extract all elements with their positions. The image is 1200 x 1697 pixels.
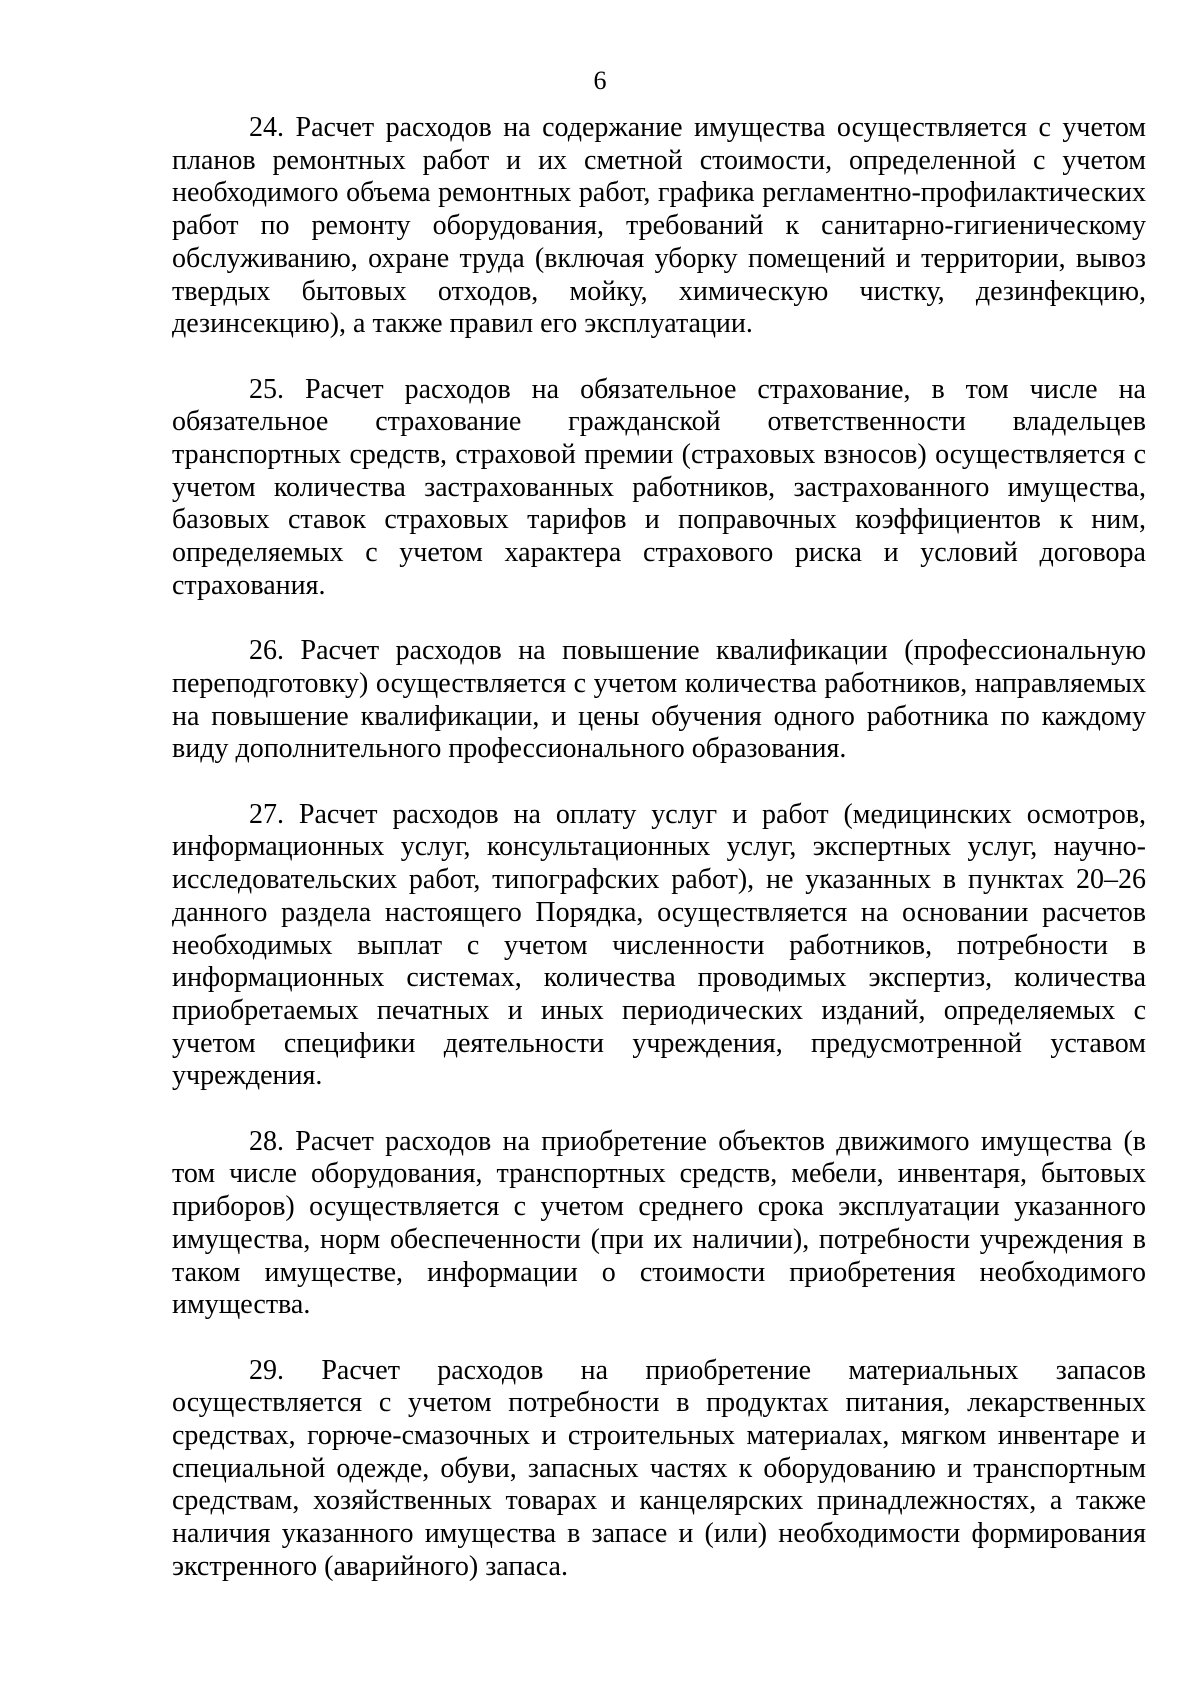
paragraph-25: 25. Расчет расходов на обязательное страхование, в том числе на обязательное страхование гражданской ответственности владельцев транспортных средств, страховой премии (страховых взносов) осуществляется с учетом количества застрахованных работников, застрахованного имущества, базовых ставок страховых тарифов и поправочных коэффициентов к ним, определяемых с учетом характера страхового риска и условий договора страхования. [172, 373, 1146, 601]
paragraph-29: 29. Расчет расходов на приобретение материальных запасов осуществляется с учетом потребности в продуктах питания, лекарственных средствах, горюче-смазочных и строительных материалах, мягком инвентаре и специальной одежде, обуви, запасных частях к оборудованию и транспортным средствам, хозяйственных товарах и канцелярских принадлежностях, а также наличия указанного имущества в запасе и (или) необходимости формирования экстренного (аварийного) запаса. [172, 1354, 1146, 1582]
document-body [172, 112, 1146, 1584]
paragraph-27: 27. Расчет расходов на оплату услуг и работ (медицинских осмотров, информационных услуг, консультационных услуг, экспертных услуг, научно-исследовательских работ, типографских работ), не указанных в пунктах 20–26 данного раздела настоящего Порядка, осуществляется на основании расчетов необходимых выплат с учетом численности работников, потребности в информационных системах, количества проводимых экспертиз, количества приобретаемых печатных и иных периодических изданий, определяемых с учетом специфики деятельности учреждения, предусмотренной уставом учреждения. [172, 798, 1146, 1092]
paragraph-26: 26. Расчет расходов на повышение квалификации (профессиональную переподготовку) осуществляется с учетом количества работников, направляемых на повышение квалификации, и цены обучения одного работника по каждому виду дополнительного профессионального образования. [172, 635, 1146, 765]
paragraph-24: 24. Расчет расходов на содержание имущества осуществляется с учетом планов ремонтных работ и их сметной стоимости, определенной с учетом необходимого объема ремонтных работ, графика регламентно-профилактических работ по ремонту оборудования, требований к санитарно-гигиеническому обслуживанию, охране труда (включая уборку помещений и территории, вывоз твердых бытовых отходов, мойку, химическую чистку, дезинфекцию, дезинсекцию), а также правил его эксплуатации. [172, 112, 1146, 340]
paragraph-28: 28. Расчет расходов на приобретение объектов движимого имущества (в том числе оборудования, транспортных средств, мебели, инвентаря, бытовых приборов) осуществляется с учетом среднего срока эксплуатации указанного имущества, норм обеспеченности (при их наличии), потребности учреждения в таком имуществе, информации о стоимости приобретения необходимого имущества. [172, 1125, 1146, 1321]
page-number: 6 [593, 66, 607, 95]
